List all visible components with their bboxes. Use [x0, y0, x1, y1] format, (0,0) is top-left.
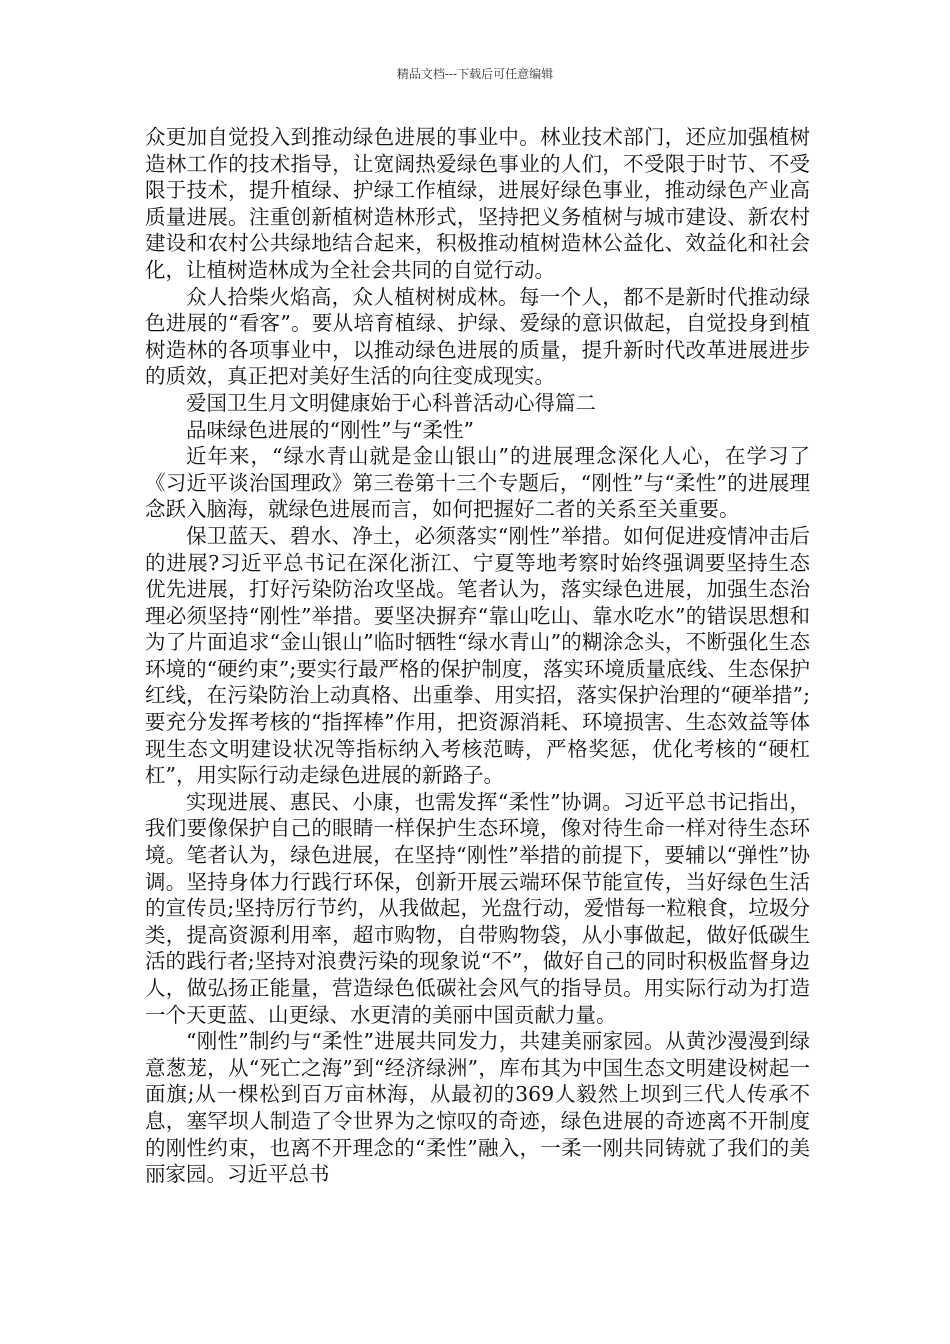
paragraph: “刚性”制约与“柔性”进展共同发力，共建美丽家园。从黄沙漫漫到绿意葱茏，从“死亡之海”到“经济绿洲”，库布其为中国生态文明建设树起一面旗;从一棵松到百万亩林海，从最初的369人毅然上坝到三代人传承不息，塞罕坝人制造了令世界为之惊叹的奇迹，绿色进展的奇迹离不开制度的刚性约束，也离不开理念的“柔性”融入，一柔一刚共同铸就了我们的美丽家园。习近平总书: [145, 1029, 810, 1187]
section-heading: 爱国卫生月文明健康始于心科普活动心得篇二: [186, 390, 596, 415]
page-header: 精品文档---下载后可任意编辑: [396, 67, 554, 81]
paragraph: 近年来，“绿水青山就是金山银山”的进展理念深化人心，在学习了《习近平谈治国理政》第三卷第十三个专题后，“刚性”与“柔性”的进展理念跃入脑海，就绿色进展而言，如何把握好二者的关系至关重要。: [145, 444, 810, 522]
article-title: 品味绿色进展的“刚性”与“柔性”: [186, 417, 474, 442]
paragraph: 实现进展、惠民、小康，也需发挥“柔性”协调。习近平总书记指出，我们要像保护自己的眼睛一样保护生态环境，像对待生命一样对待生态环境。笔者认为，绿色进展，在坚持“刚性”举措的前提下，要辅以“弹性”协调。坚持身体力行践行环保，创新开展云端环保节能宣传，当好绿色生活的宣传员;坚持厉行节约，从我做起，光盘行动，爱惜每一粒粮食，垃圾分类，提高资源利用率，超市购物，自带购物袋，从小事做起，做好低碳生活的践行者;坚持对浪费污染的现象说“不”，做好自己的同时积极监督身边人，做弘扬正能量，营造绿色低碳社会风气的指导员。用实际行动为打造一个天更蓝、山更绿、水更清的美丽中国贡献力量。: [145, 789, 810, 1027]
paragraph: 众人拾柴火焰高，众人植树树成林。每一个人，都不是新时代推动绿色进展的“看客”。要从培育植绿、护绿、爱绿的意识做起，自觉投身到植树造林的各项事业中，以推动绿色进展的质量，提升新时代改革进展进步的质效，真正把对美好生活的向往变成现实。: [145, 284, 810, 389]
paragraph-continuation: 众更加自觉投入到推动绿色进展的事业中。林业技术部门，还应加强植树造林工作的技术指导，让宽阔热爱绿色事业的人们，不受限于时节、不受限于技术，提升植绿、护绿工作植绿，进展好绿色事业，推动绿色产业高质量进展。注重创新植树造林形式，坚持把义务植树与城市建设、新农村建设和农村公共绿地结合起来，积极推动植树造林公益化、效益化和社会化，让植树造林成为全社会共同的自觉行动。: [145, 125, 810, 282]
paragraph: 保卫蓝天、碧水、净土，必须落实“刚性”举措。如何促进疫情冲击后的进展?习近平总书记在深化浙江、宁夏等地考察时始终强调要坚持生态优先进展，打好污染防治攻坚战。笔者认为，落实绿色进展，加强生态治理必须坚持“刚性”举措。要坚决摒弃“靠山吃山、靠水吃水”的错误思想和为了片面追求“金山银山”临时牺牲“绿水青山”的糊涂念头，不断强化生态环境的“硬约束”;要实行最严格的保护制度，落实环境质量底线、生态保护红线，在污染防治上动真格、出重拳、用实招，落实保护治理的“硬举措”;要充分发挥考核的“指挥棒”作用，把资源消耗、环境损害、生态效益等体现生态文明建设状况等指标纳入考核范畴，严格奖惩，优化考核的“硬杠杠”，用实际行动走绿色进展的新路子。: [145, 523, 810, 788]
document-body: [145, 124, 810, 1188]
